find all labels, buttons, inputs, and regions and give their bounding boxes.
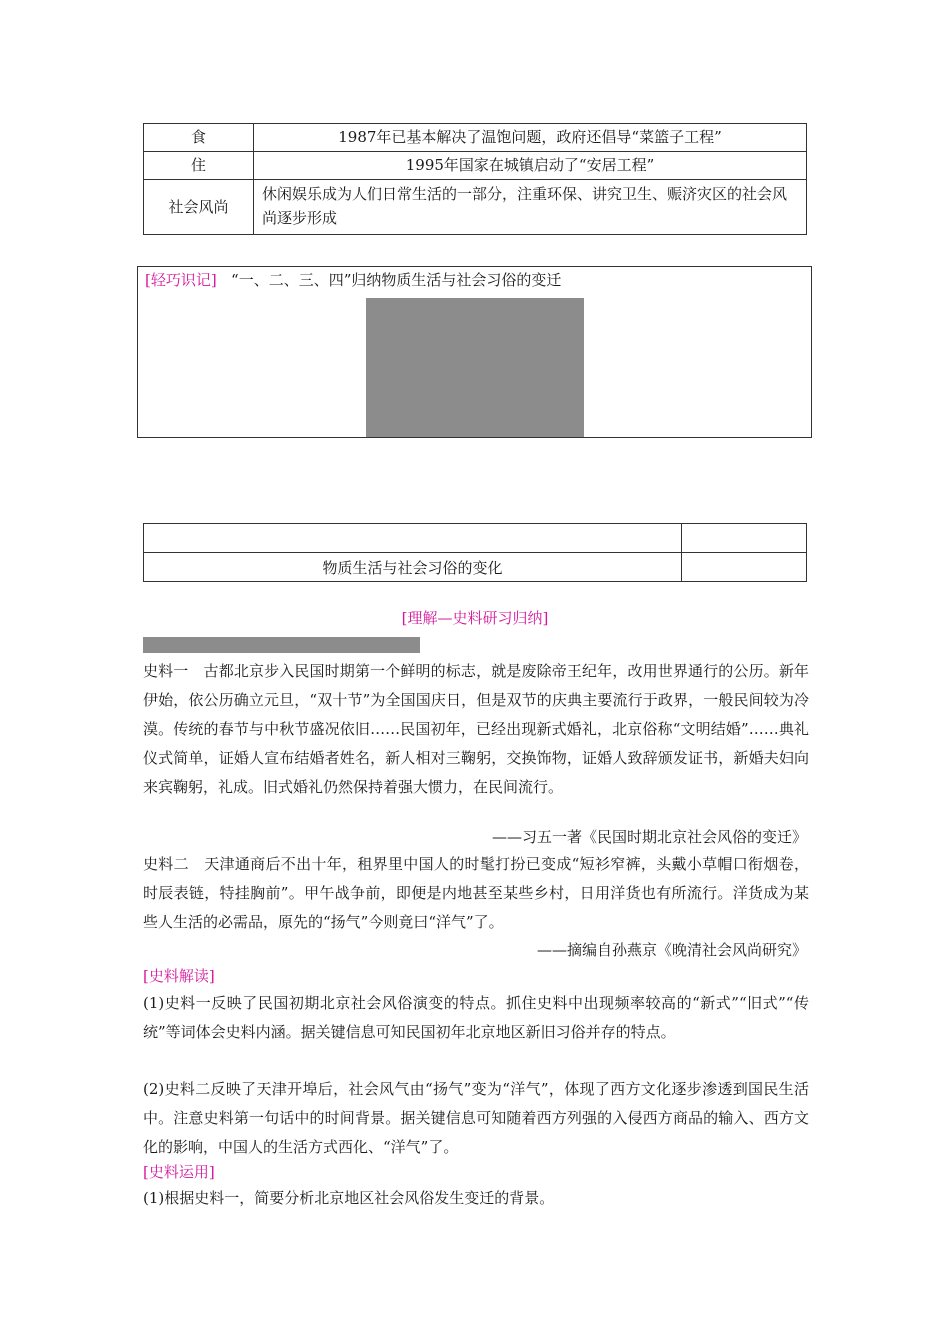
table-row: [144, 553, 807, 582]
row-key: 社会风尚: [144, 180, 254, 235]
row-value: 1995年国家在城镇启动了“安居工程”: [254, 152, 807, 180]
interpretation-p1: (1)史料一反映了民国初期北京社会风俗演变的特点。抓住史料中出现频率较高的“新式”“旧式”“传统”等词体会史料内涵。据关键信息可知民国初年北京地区新旧习俗并存的特点。: [143, 994, 809, 1041]
topic-title: 物质生活与社会习俗的变化: [144, 553, 682, 582]
source-one-citation: ——习五一著《民国时期北京社会风俗的变迁》: [491, 828, 807, 846]
table-row: [144, 152, 807, 180]
interpretation-p2: (2)史料二反映了天津开埠后，社会风气由“扬气”变为“洋气”，体现了西方文化逐步渗透到国民生活中。注意史料第一句话中的时间背景。据关键信息可知随着西方列强的入侵西方商品的输入、西方文化的影响，中国人的生活方式西化、“洋气”了。: [143, 1080, 809, 1156]
application-tag: [史料运用]: [143, 1163, 215, 1181]
row-key: 食: [144, 124, 254, 152]
tip-heading: [145, 268, 561, 292]
topic-table: [143, 523, 807, 582]
summary-table: [143, 123, 807, 235]
table-row: [144, 524, 807, 553]
application-question-1: (1)根据史料一，简要分析北京地区社会风俗发生变迁的背景。: [143, 1189, 555, 1207]
row-value: 休闲娱乐成为人们日常生活的一部分，注重环保、讲究卫生、赈济灾区的社会风尚逐步形成: [254, 180, 807, 235]
row-value: 1987年已基本解决了温饱问题，政府还倡导“菜篮子工程”: [254, 124, 807, 152]
table-cell: [682, 553, 807, 582]
interpretation-tag: [史料解读]: [143, 967, 215, 985]
table-cell: [144, 524, 682, 553]
row-key: 住: [144, 152, 254, 180]
source-two-citation: ——摘编自孙燕京《晚清社会风尚研究》: [536, 941, 807, 959]
tip-title: “一、二、三、四”归纳物质生活与社会习俗的变迁: [231, 271, 562, 289]
table-row: [144, 180, 807, 235]
tip-tag: [轻巧识记]: [145, 271, 217, 289]
diagram-image: [366, 298, 584, 437]
table-row: [144, 124, 807, 152]
table-cell: [682, 524, 807, 553]
source-one-text: 史料一 古都北京步入民国时期第一个鲜明的标志，就是废除帝王纪年，改用世界通行的公历。新年伊始，依公历确立元旦，“双十节”为全国国庆日，但是双节的庆典主要流行于政界，一般民间较为冷漠。传统的春节与中秋节盛况依旧……民国初年，已经出现新式婚礼，北京俗称“文明结婚”……典礼仪式简单，证婚人宣布结婚者姓名，新人相对三鞠躬，交换饰物，证婚人致辞颁发证书，新婚夫妇向来宾鞠躬，礼成。旧式婚礼仍然保持着强大惯力，在民间流行。: [143, 662, 809, 796]
heading-image-bar: [143, 637, 420, 653]
source-two-text: 史料二 天津通商后不出十年，租界里中国人的时髦打扮已变成“短衫窄裤，头戴小草帽口衔烟卷，时辰表链，特挂胸前”。甲午战争前，即便是内地甚至某些乡村，日用洋货也有所流行。洋货成为某些人生活的必需品，原先的“扬气”今则竟曰“洋气”了。: [143, 855, 809, 931]
section-heading: [理解—史料研习归纳]: [401, 609, 549, 627]
